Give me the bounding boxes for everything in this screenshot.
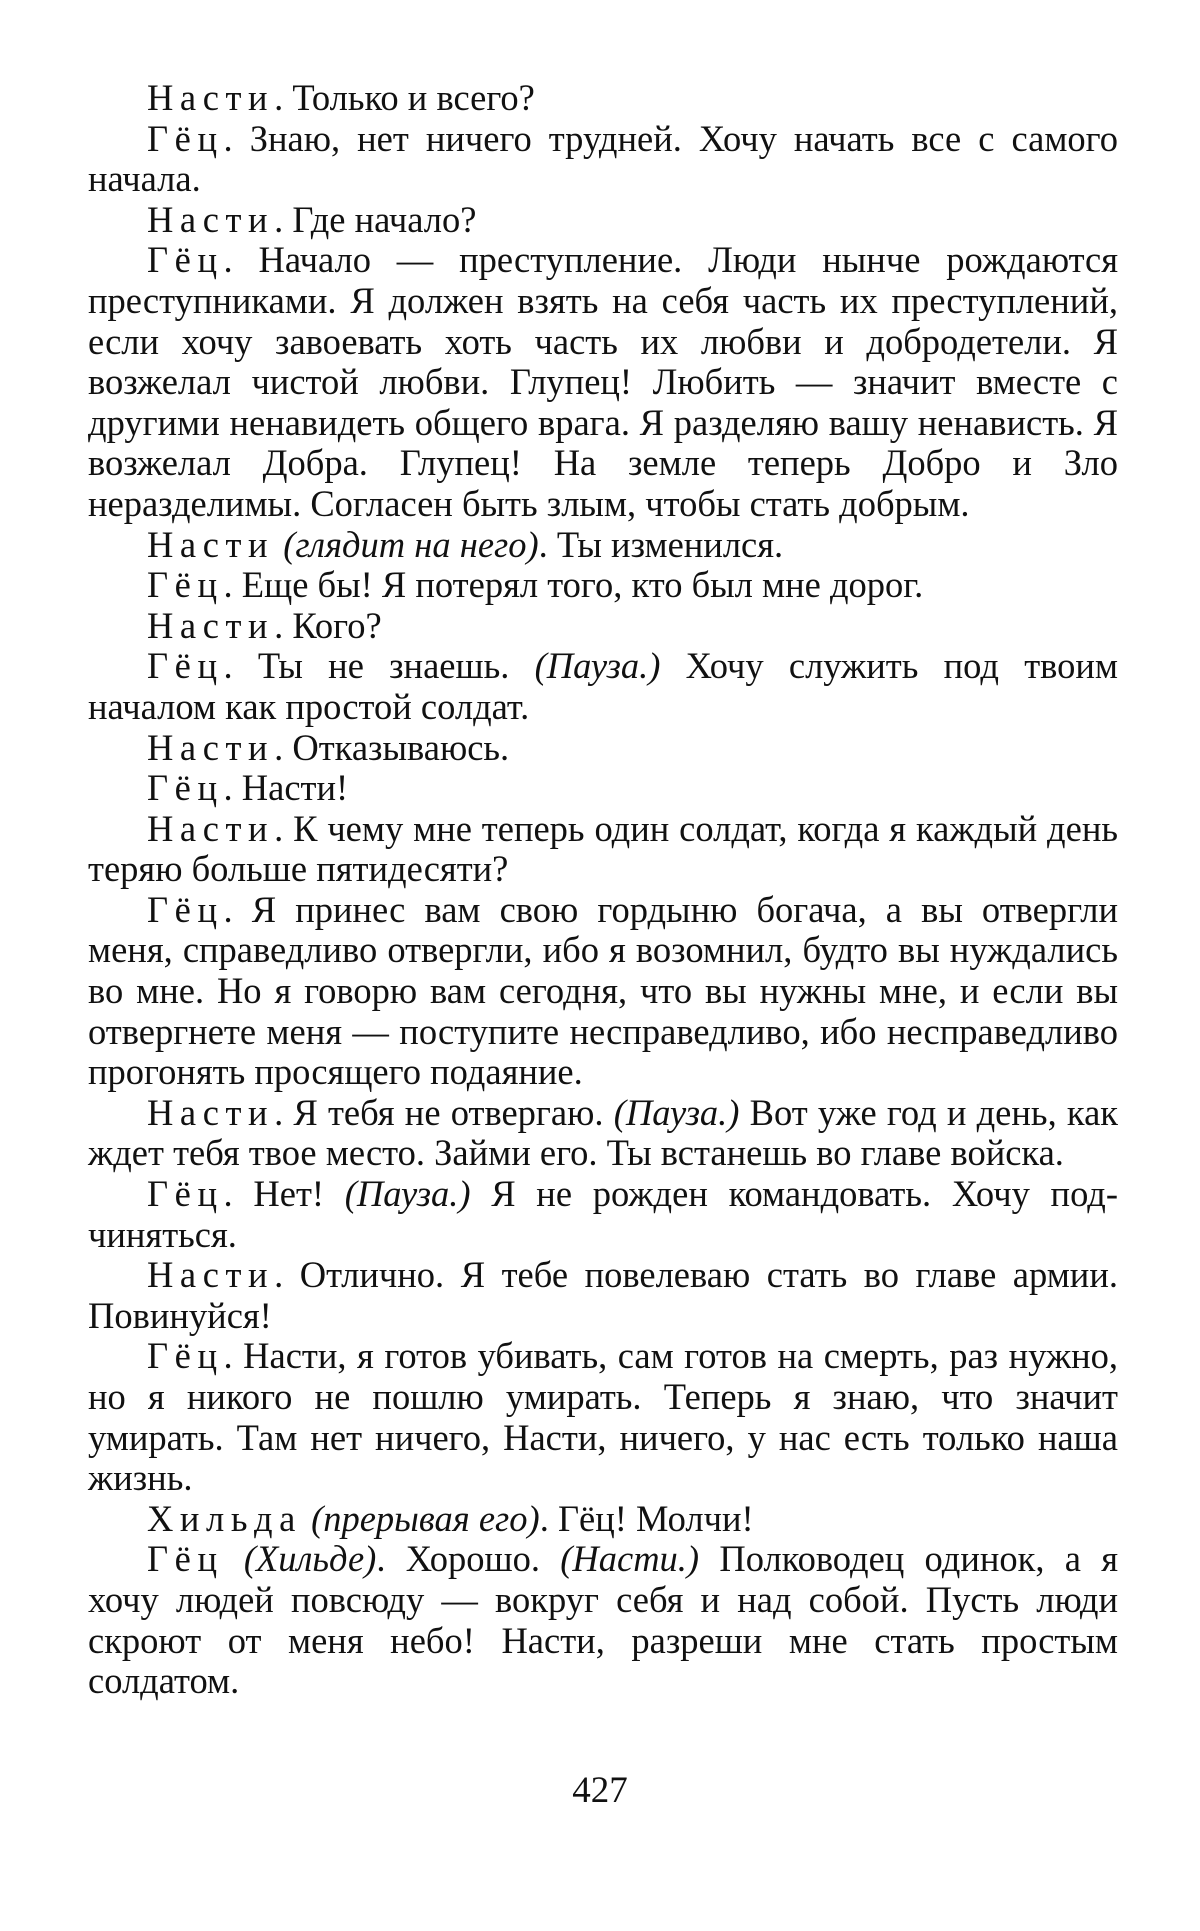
dialogue-line [88, 1255, 1118, 1336]
dialogue-line [88, 1539, 1118, 1701]
line-text: . Насти, я готов убивать, сам готов на смерть, раз нужно, но я никого не пошлю умирать. Теперь я знаю, что значит умирать. Там нет ничего, Насти, ничего, у нас есть только наша жизнь. [88, 1335, 1118, 1499]
line-text: . Я принес вам свою гордыню богача, а вы отвергли меня, справедливо отвергли, ибо я возомнил, будто вы нуждались во мне. Но я говорю вам сегодня, что вы нужны мне, и если вы отвергнете меня — поступите несправедливо, ибо несправедливо прогонять просящего подаяние. [88, 888, 1118, 1093]
page-text [88, 78, 1118, 1702]
dialogue-line [88, 809, 1118, 890]
line-text: . Где начало? [274, 198, 477, 240]
dialogue-line [88, 78, 1118, 119]
stage-direction: (Пауза.) [534, 645, 661, 687]
dialogue-line [88, 646, 1118, 727]
speaker-name: Насти [147, 1254, 275, 1296]
stage-direction: (Насти.) [560, 1538, 700, 1580]
line-text: . Нет! [223, 1173, 345, 1215]
dialogue-line [88, 890, 1118, 1093]
line-text: . Начало — преступление. Люди нынче рождаются преступниками. Я должен взять на себя часть их преступлений, если хочу завоевать хоть часть их любви и добродетели. Я возжелал чистой любви. Глупец! Любить — значит вместе с другими ненавидеть общего врага. Я разделяю вашу ненависть. Я возжелал Добра. Глупец! На земле теперь Добро и Зло неразделимы. Согласен быть злым, чтобы стать добрым. [88, 239, 1118, 524]
line-text: . Кого? [274, 604, 382, 646]
dialogue-line [88, 200, 1118, 241]
speaker-name: Гёц [147, 645, 224, 687]
speaker-name: Гёц [147, 1173, 224, 1215]
speaker-name: Гёц [147, 888, 224, 930]
page-number: 427 [572, 1770, 628, 1811]
line-text: . Ты не знаешь. [223, 645, 535, 687]
speaker-name: Насти [147, 77, 275, 118]
speaker-name: Гёц [147, 1335, 224, 1377]
dialogue-line [88, 1174, 1118, 1255]
dialogue-line [88, 606, 1118, 647]
line-text: . Я тебя не отвергаю. [274, 1091, 614, 1133]
line-text: . Ты изменился. [538, 523, 784, 565]
dialogue-line [88, 525, 1118, 566]
line-text: Я не рожден командовать. Хочу подчиняться. [88, 1173, 1118, 1255]
line-text: . Только и всего? [274, 77, 535, 118]
speaker-name: Гёц [147, 239, 224, 281]
dialogue-line [88, 565, 1118, 606]
stage-direction: (Пауза.) [613, 1091, 740, 1133]
line-text: . Отлично. Я тебе повелеваю стать во главе армии. Повинуйся! [88, 1254, 1118, 1336]
dialogue-line [88, 1093, 1118, 1174]
dialogue-line [88, 119, 1118, 200]
line-text: . Отказываюсь. [274, 726, 510, 768]
line-text: . К чему мне теперь один солдат, когда я каждый день теряю больше пятидесяти? [88, 807, 1118, 890]
line-text: . Знаю, нет ничего трудней. Хочу начать все с самого начала. [88, 117, 1118, 200]
dialogue-line [88, 240, 1118, 524]
stage-direction: (Хильде) [243, 1538, 377, 1580]
speaker-name: Насти [147, 523, 275, 565]
dialogue-line [88, 768, 1118, 809]
line-text: . Хорошо. [376, 1538, 561, 1580]
line-text: Хочу служить под твоим началом как простой солдат. [88, 645, 1119, 727]
speaker-name: Насти [147, 1091, 275, 1133]
speaker-name: Насти [147, 198, 275, 240]
speaker-name: Гёц [147, 1538, 224, 1580]
speaker-name: Насти [147, 807, 275, 849]
speaker-name: Гёц [147, 117, 224, 159]
line-text: Вот уже год и день, как ждет тебя твое место. Займи его. Ты встанешь во главе войска. [88, 1091, 1119, 1174]
speaker-name: Гёц [147, 564, 224, 606]
speaker-name: Насти [147, 726, 275, 768]
stage-direction: (глядит на него) [283, 523, 539, 565]
line-text: . Насти! [223, 767, 349, 809]
stage-direction: (Пауза.) [344, 1173, 471, 1215]
line-text: . Гёц! Молчи! [539, 1497, 754, 1539]
stage-direction: (прерывая его) [311, 1497, 540, 1539]
dialogue-line [88, 728, 1118, 769]
dialogue-line [88, 1336, 1118, 1498]
dialogue-line [88, 1499, 1118, 1540]
speaker-name: Насти [147, 604, 275, 646]
line-text: Полководец одинок, а я хочу людей повсюду — вокруг себя и над собой. Пусть люди скроют от меня небо! Насти, разреши мне стать простым солдатом. [88, 1538, 1118, 1702]
speaker-name: Гёц [147, 767, 224, 809]
speaker-name: Хильда [147, 1497, 302, 1539]
line-text: . Еще бы! Я потерял того, кто был мне дорог. [223, 564, 924, 606]
